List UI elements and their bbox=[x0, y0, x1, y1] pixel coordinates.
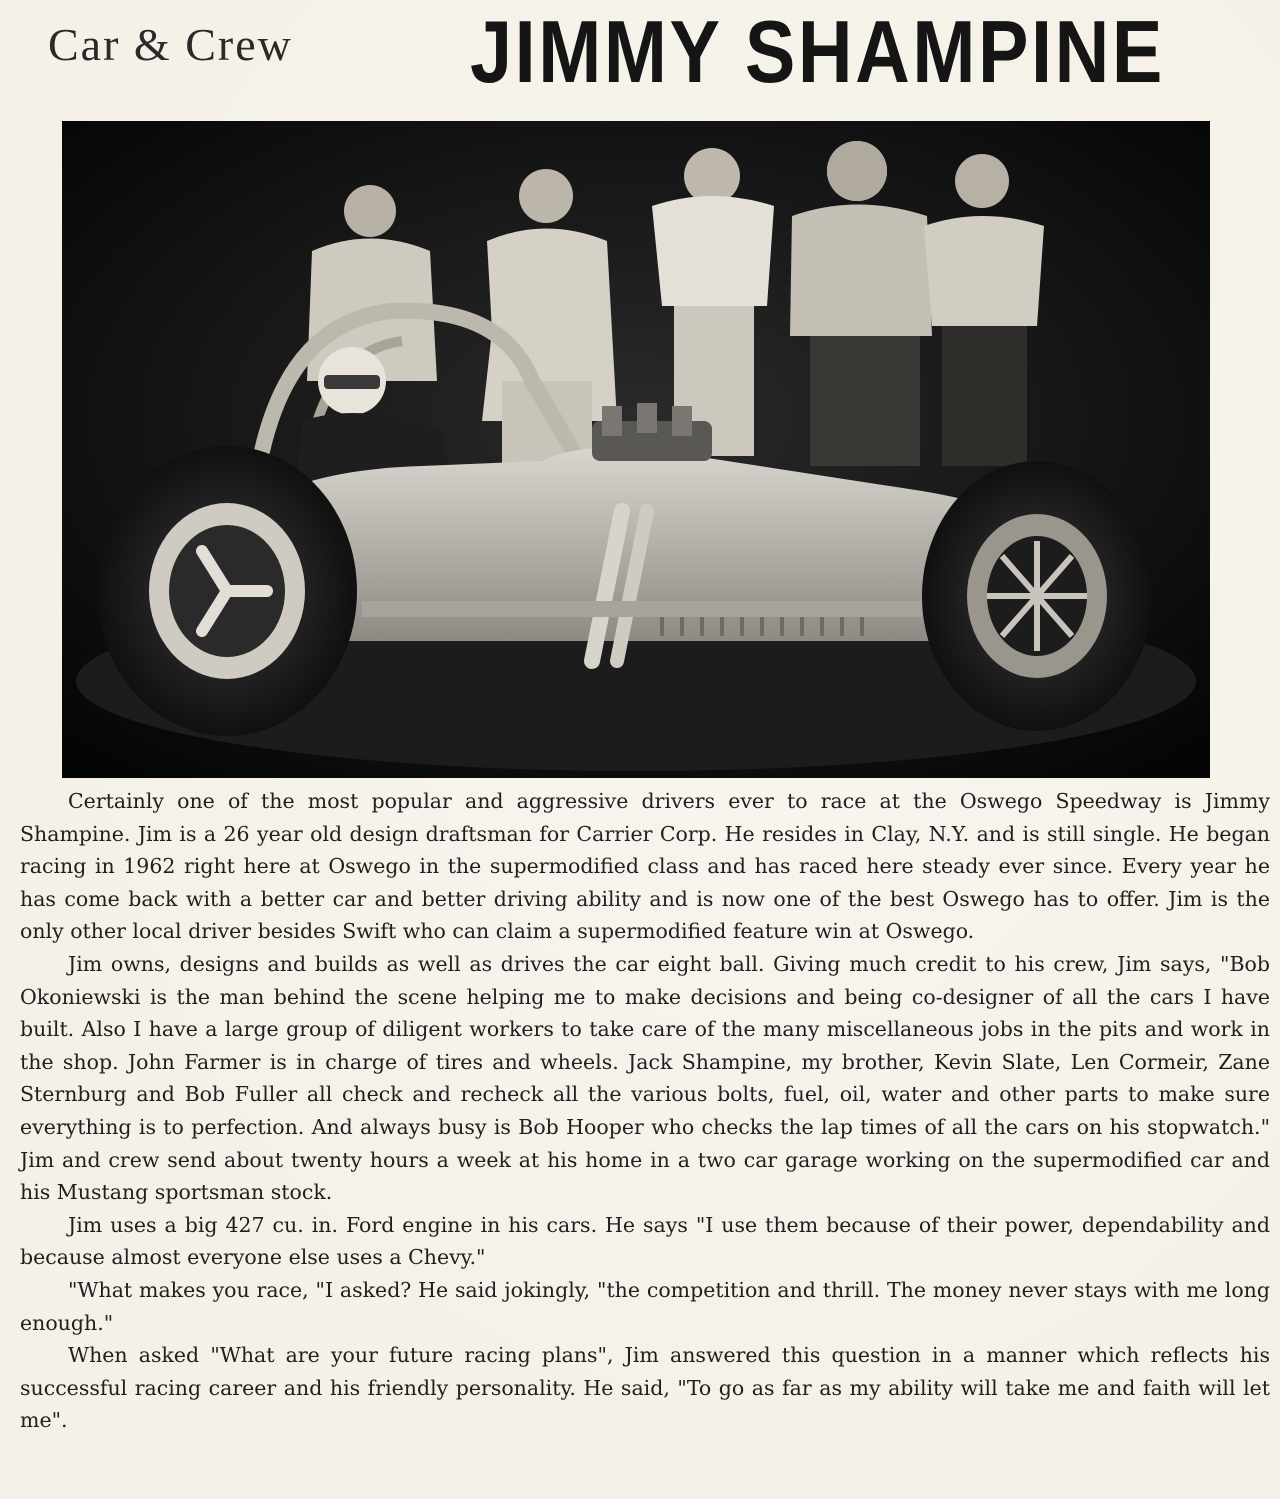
article-paragraph: Jim uses a big 427 cu. in. Ford engine in his cars. He says "I use them because of their power, dependability and because almost everyone else uses a Chevy." bbox=[20, 1212, 1270, 1270]
article-paragraph: Certainly one of the most popular and aggressive drivers ever to race at the Oswego Speedway is Jimmy Shampine. Jim is a 26 year old design draftsman for Carrier Corp. He resides in Clay, N.Y. and is still single. He began racing in 1962 right here at Oswego in the supermodified class and has raced here steady ever since. Every year he has come back with a better car and better driving ability and is now one of the best Oswego has to offer. Jim is the only other local driver besides Swift who can claim a supermodified feature win at Oswego. bbox=[20, 789, 1270, 944]
front-wheel bbox=[922, 461, 1152, 731]
section-kicker: Car & Crew bbox=[48, 19, 293, 70]
page-title: JIMMY SHAMPINE bbox=[470, 2, 1165, 101]
article-paragraph: When asked "What are your future racing plans", Jim answered this question in a manner which reflects his successful racing career and his friendly personality. He said, "To go as far as my ability will take me and faith will let me". bbox=[20, 1343, 1270, 1433]
rear-wheel bbox=[97, 446, 357, 736]
article-paragraph: Jim owns, designs and builds as well as drives the car eight ball. Giving much credit to his crew, Jim says, "Bob Okoniewski is the man behind the scene helping me to make decisions and being co-designer of all the cars I have built. Also I have a large group of diligent workers to take care of the many miscellaneous jobs in the pits and work in the shop. John Farmer is in charge of tires and wheels. Jack Shampine, my brother, Kevin Slate, Len Cormeir, Zane Sternburg and Bob Fuller all check and recheck all the various bolts, fuel, oil, water and other parts to make sure everything is to perfection. And always busy is Bob Hooper who checks the lap times of all the cars on his stopwatch." Jim and crew send about twenty hours a week at his home in a two car garage working on the supermodified car and his Mustang sportsman stock. bbox=[20, 951, 1270, 1205]
article-paragraph: "What makes you race, "I asked? He said jokingly, "the competition and thrill. The money never stays with me long enough." bbox=[20, 1277, 1270, 1335]
car-and-crew-photo bbox=[62, 121, 1210, 778]
article-body bbox=[20, 785, 1270, 1437]
